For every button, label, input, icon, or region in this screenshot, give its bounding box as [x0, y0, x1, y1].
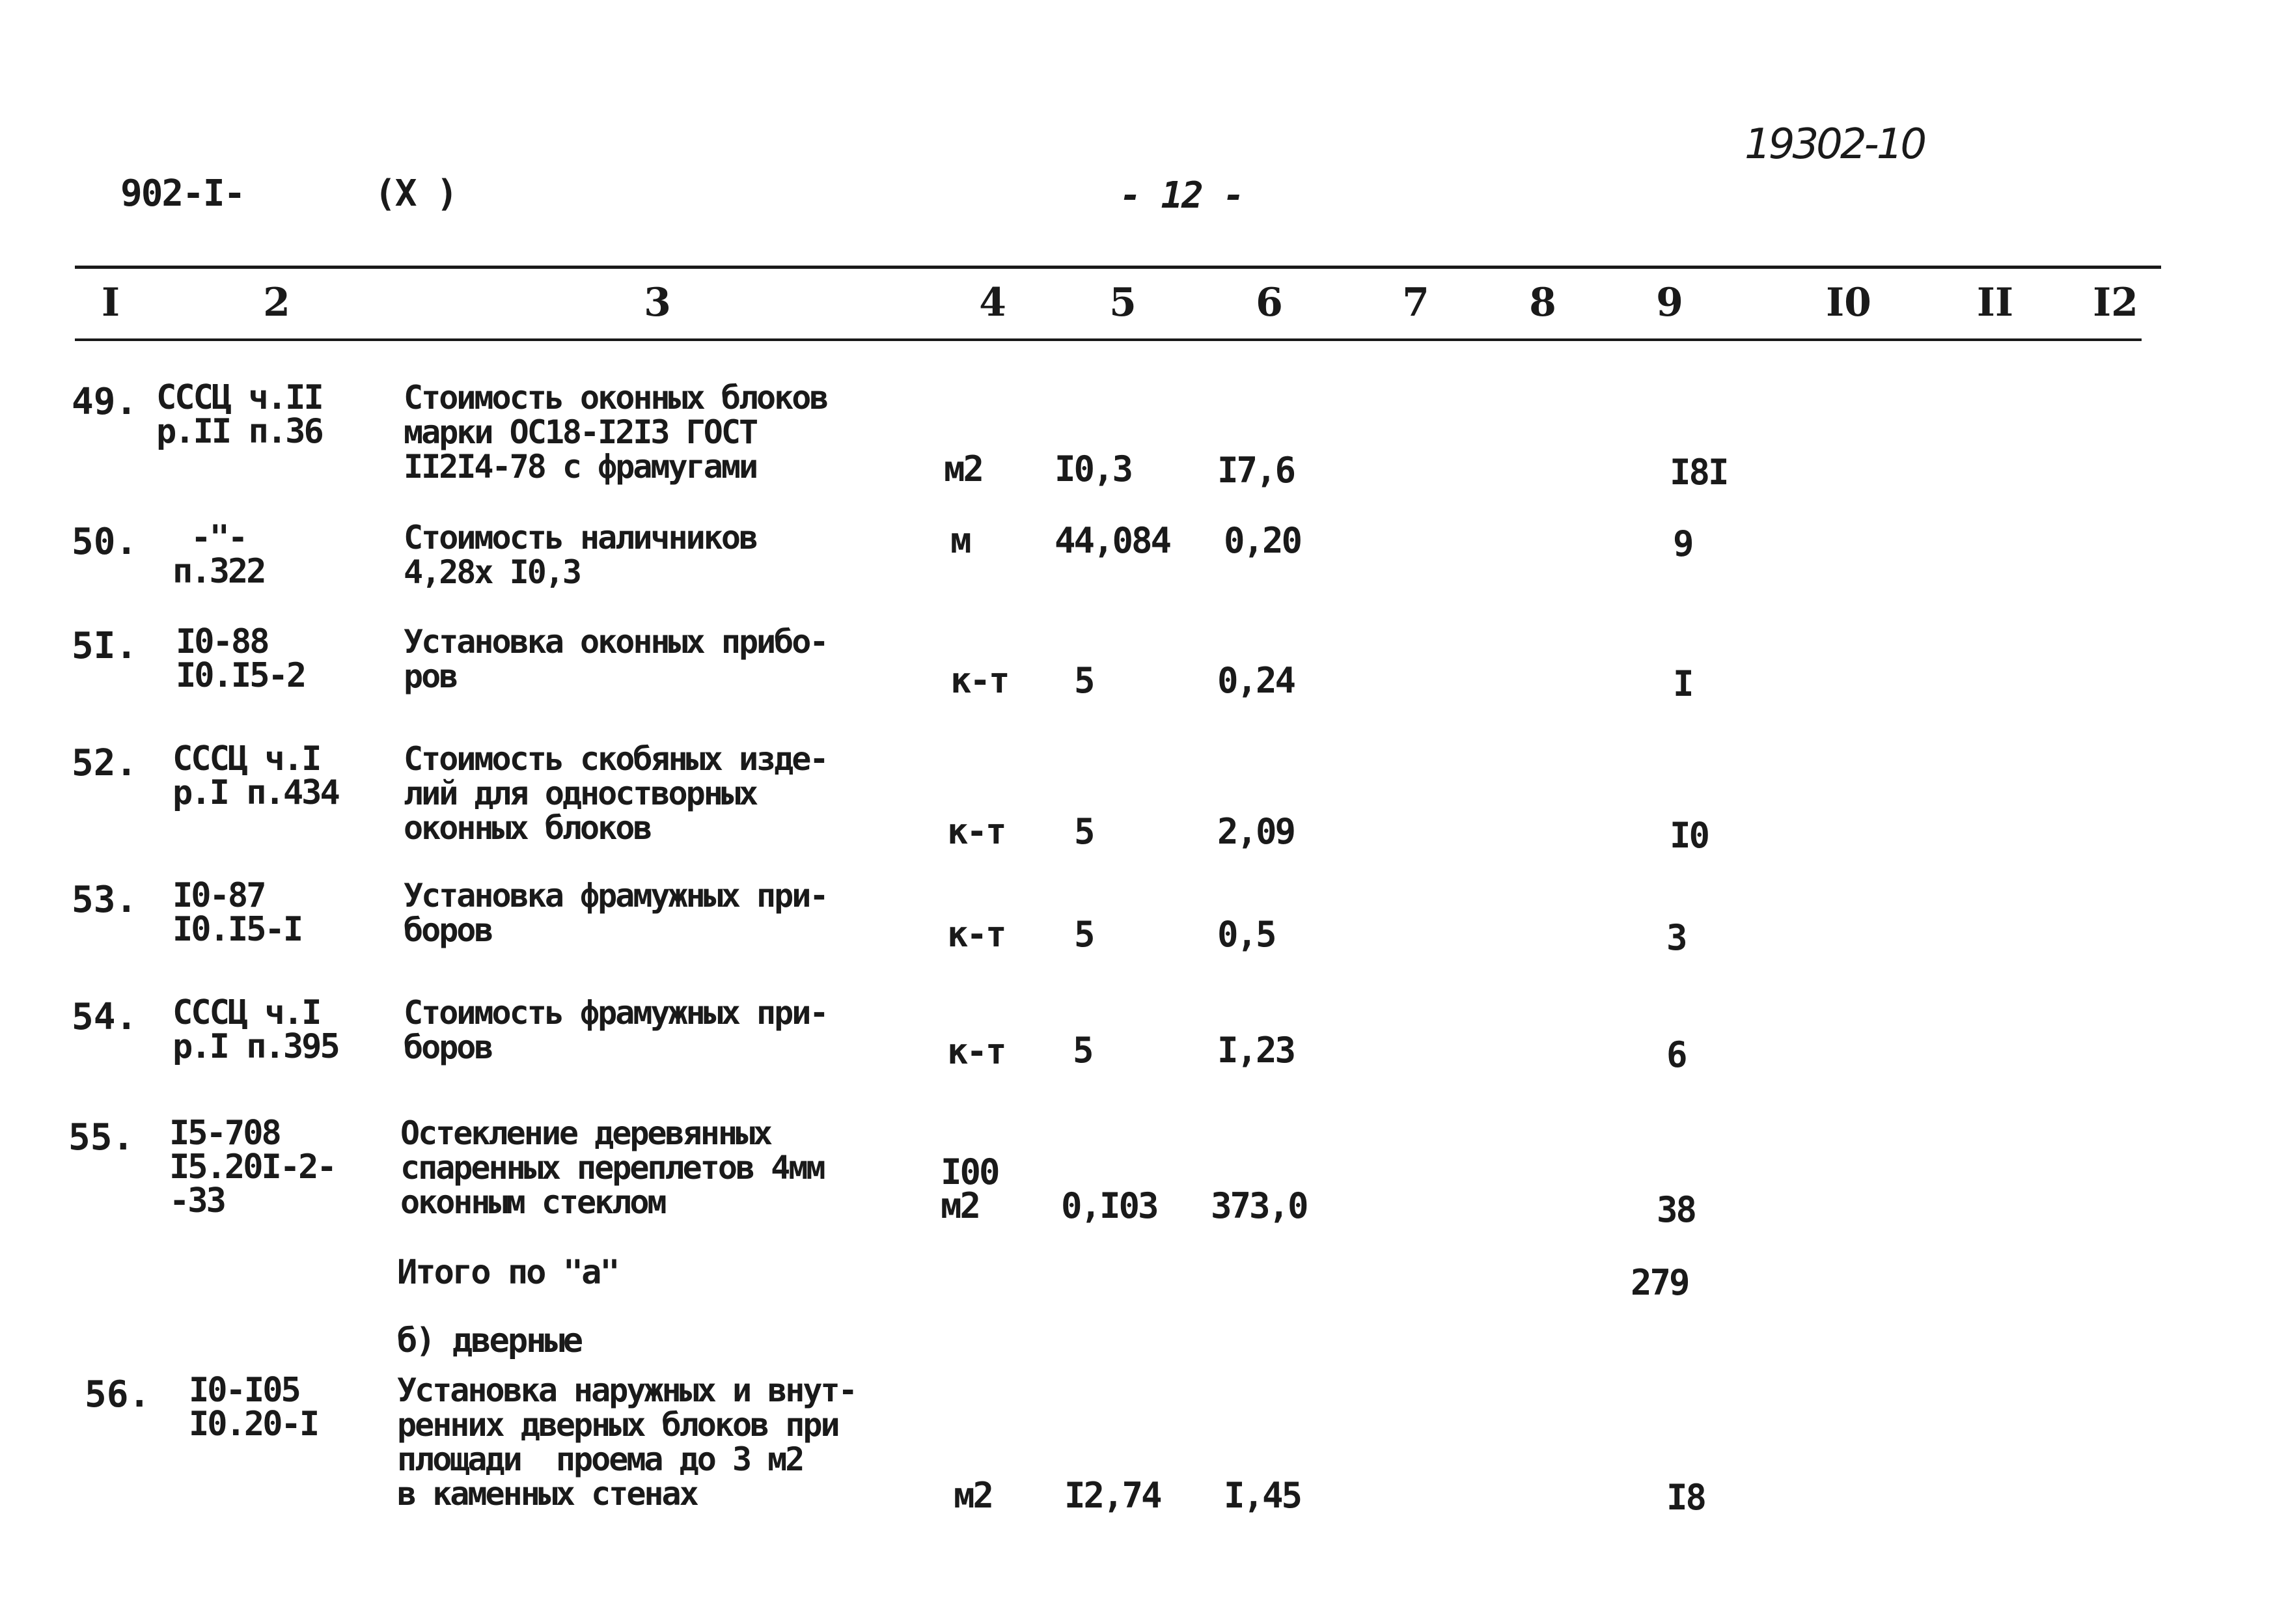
col-head-8: 8: [1529, 280, 1556, 325]
row-number: 55.: [68, 1116, 135, 1159]
row-quantity: I2,74: [1064, 1475, 1161, 1516]
row-quantity: 5: [1074, 811, 1094, 852]
row-description: Стоимость скобяных изде- лий для одностворных оконных блоков: [404, 740, 827, 847]
row-number: 52.: [72, 742, 138, 784]
row-code: СССЦ ч.II р.II п.36: [156, 378, 322, 451]
row-number: 49.: [72, 381, 138, 423]
row-price: 0,5: [1217, 914, 1275, 955]
row-code: СССЦ ч.I р.I п.434: [172, 739, 338, 812]
row-unit: м2: [944, 448, 983, 489]
row-quantity: 5: [1073, 1030, 1092, 1071]
series-code: 902-I-: [120, 172, 245, 215]
row-code: I5-708 I5.20I-2- -33: [169, 1114, 335, 1220]
row-price: I,23: [1217, 1030, 1295, 1071]
row-unit: к-т: [947, 811, 1005, 852]
subtotal-value: 279: [1631, 1262, 1689, 1303]
row-code: I0-87 I0.I5-I: [172, 876, 302, 949]
col-head-6: 6: [1256, 280, 1283, 325]
row-description: Установка оконных прибо- ров: [404, 623, 827, 695]
row-quantity: 5: [1074, 660, 1094, 701]
col-head-3: 3: [644, 280, 671, 325]
row-unit: к-т: [950, 660, 1008, 701]
col-head-12: I2: [2093, 280, 2138, 325]
col-head-7: 7: [1402, 280, 1429, 325]
row-total: 3: [1666, 917, 1686, 958]
row-number: 50.: [72, 521, 138, 563]
col-head-9: 9: [1656, 280, 1683, 325]
col-head-1: I: [101, 280, 120, 325]
row-price: 0,24: [1217, 660, 1295, 701]
row-code: I0-I05 I0.20-I: [189, 1371, 318, 1444]
col-head-4: 4: [979, 280, 1006, 325]
row-total: I0: [1670, 815, 1709, 856]
row-description: Установка фрамужных при- боров: [404, 877, 827, 949]
row-description: Установка наружных и внут- ренних дверных блоков при площади проема до 3 м2 в каменных стенах: [397, 1371, 856, 1513]
row-quantity: 0,I03: [1061, 1185, 1157, 1226]
row-unit: I00 м2: [941, 1151, 999, 1226]
section-heading: б) дверные: [397, 1321, 582, 1360]
row-unit: м2: [954, 1475, 993, 1516]
row-price: I7,6: [1217, 450, 1295, 491]
row-description: Остекление деревянных спаренных переплетов 4мм оконным стеклом: [400, 1114, 824, 1221]
row-unit: к-т: [947, 914, 1005, 955]
col-head-11: II: [1976, 280, 2014, 325]
row-total: I8I: [1670, 452, 1728, 493]
col-head-5: 5: [1109, 280, 1137, 325]
row-total: 6: [1666, 1034, 1686, 1075]
row-number: 5I.: [72, 625, 138, 667]
row-description: Стоимость оконных блоков марки ОС18-I2I3 ГОСТ II2I4-78 с фрамугами: [404, 379, 827, 486]
row-price: 0,20: [1224, 520, 1301, 561]
row-total: 9: [1673, 523, 1692, 564]
row-unit: м: [950, 520, 970, 561]
row-code: I0-88 I0.I5-2: [176, 622, 305, 695]
col-head-10: I0: [1826, 280, 1871, 325]
row-unit: к-т: [947, 1031, 1005, 1072]
row-total: 38: [1657, 1189, 1696, 1230]
row-number: 54.: [72, 996, 138, 1038]
variant-code: (X ): [374, 172, 457, 215]
page-number: - 12 -: [1120, 174, 1244, 217]
row-description: Стоимость фрамужных при- боров: [404, 994, 827, 1066]
row-price: 373,0: [1211, 1185, 1307, 1226]
row-quantity: I0,3: [1055, 448, 1132, 489]
row-price: 2,09: [1217, 811, 1295, 852]
sheet-id: 19302-10: [1745, 120, 1925, 169]
row-description: Стоимость наличников 4,28х I0,3: [404, 519, 757, 591]
row-quantity: 5: [1074, 914, 1094, 955]
row-code: СССЦ ч.I р.I п.395: [172, 993, 338, 1066]
subtotal-label: Итого по "а": [397, 1253, 618, 1292]
row-quantity: 44,084: [1055, 520, 1170, 561]
row-price: I,45: [1224, 1475, 1301, 1516]
col-head-2: 2: [263, 280, 290, 325]
top-rule: [75, 266, 2161, 269]
row-total: I8: [1666, 1477, 1705, 1518]
row-total: I: [1673, 663, 1692, 704]
row-code: -"- п.322: [172, 518, 265, 591]
row-number: 56.: [85, 1373, 151, 1416]
header-rule: [75, 338, 2142, 341]
row-number: 53.: [72, 879, 138, 921]
